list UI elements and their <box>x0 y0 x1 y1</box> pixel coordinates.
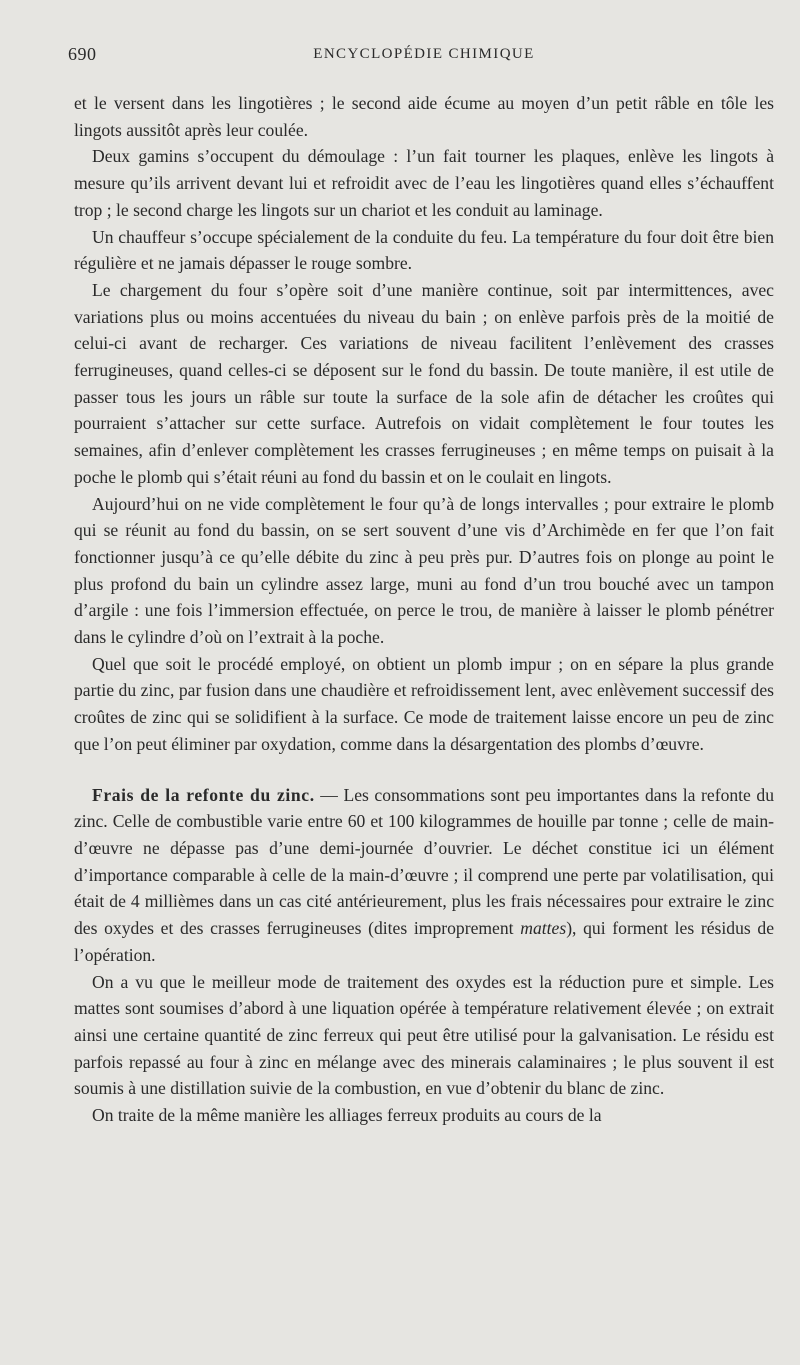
paragraph: et le versent dans les lingotières ; le second aide écume au moyen d’un petit râble en tôle les lingots aussitôt après leur coulée. <box>74 93 774 140</box>
page-number: 690 <box>68 44 97 64</box>
paragraph: Deux gamins s’occupent du démoulage : l’un fait tourner les plaques, enlève les lingots à mesure qu’ils arrivent devant lui et refroidit avec de l’eau les lingotières quand elles s’échauffent trop ; le second charge les lingots sur un chariot et les conduit au laminage. <box>74 146 774 220</box>
paragraph: Quel que soit le procédé employé, on obtient un plomb impur ; on en sépare la plus grande partie du zinc, par fusion dans une chaudière et refroidissement lent, avec enlèvement successif des croûtes de zinc qui se solidifient à la surface. Ce mode de traitement laisse encore un peu de zinc que l’on peut éliminer par oxydation, comme dans la désargentation des plombs d’œuvre. <box>74 653 774 754</box>
heading-dash: — <box>314 784 344 805</box>
paragraph: On traite de la même manière les alliages ferreux produits au cours de la <box>92 1105 602 1126</box>
section-first-paragraph <box>74 782 774 969</box>
section-text: Les consommations sont peu importantes dans la refonte du zinc. Celle de combustible varie entre 60 et 100 kilogrammes de houille par tonne ; celle de main-d’œuvre ne dépasse pas d’une demi-journée d’ouvrier. Le déchet constitue ici un élément d’importance comparable à celle de la main-d’œuvre ; il comprend une perte par volatilisation, qui était de 4 millièmes dans un cas cité antérieurement, plus les frais nécessaires pour extraire le zinc des oxydes et des crasses ferrugineuses (dites improprement <box>74 784 775 939</box>
paragraph: Un chauffeur s’occupe spécialement de la conduite du feu. La température du four doit être bien régulière et ne jamais dépasser le rouge sombre. <box>74 226 774 274</box>
body-text <box>74 90 774 1129</box>
paragraph: On a vu que le meilleur mode de traitement des oxydes est la réduction pure et simple. Les mattes sont soumises d’abord à une liquation opérée à température relativement élevée ; on extrait ainsi une certaine quantité de zinc ferreux qui peut être utilisé pour la galvanisation. Le résidu est parfois repassé au four à zinc en mélange avec des minerais calaminaires ; le plus souvent il est soumis à une distillation suivie de la combustion, en vue d’obtenir du blanc de zinc. <box>74 971 774 1099</box>
section-text-tail: ), qui forment les résidus de l’opération. <box>74 918 775 965</box>
running-title: ENCYCLOPÉDIE CHIMIQUE <box>313 46 535 62</box>
italic-term: mattes <box>520 918 567 939</box>
section-spacer <box>74 758 774 782</box>
section-heading: Frais de la refonte du zinc. <box>92 784 315 805</box>
paragraph: Aujourd’hui on ne vide complètement le four qu’à de longs intervalles ; pour extraire le plomb qui se réunit au fond du bassin, on se sert souvent d’une vis d’Archimède en fer que l’on fait fonctionner jusqu’à ce qu’elle débite du zinc à peu près pur. D’autres fois on plonge au point le plus profond du bain un cylindre assez large, muni au fond d’un trou bouché avec un tampon d’argile : une fois l’immersion effectuée, on perce le trou, de manière à laisser le plomb pénétrer dans le cylindre d’où on l’extrait à la poche. <box>74 493 774 648</box>
page-header <box>68 44 774 68</box>
paragraph: Le chargement du four s’opère soit d’une manière continue, soit par intermittences, avec variations plus ou moins accentuées du niveau du bain ; on enlève parfois près de la moitié de celui-ci avant de recharger. Ces variations de niveau facilitent l’enlèvement des crasses ferrugineuses, quand celles-ci se déposent sur le fond du bassin. De toute manière, il est utile de passer tous les jours un râble sur toute la surface de la sole afin de détacher les croûtes qui pourraient s’attacher sur cette surface. Autrefois on vidait complètement le four toutes les semaines, afin d’enlever complètement les crasses ferrugineuses ; en même temps on puisait à la poche le plomb qui s’était réuni au fond du bassin et on le coulait en lingots. <box>74 279 774 487</box>
